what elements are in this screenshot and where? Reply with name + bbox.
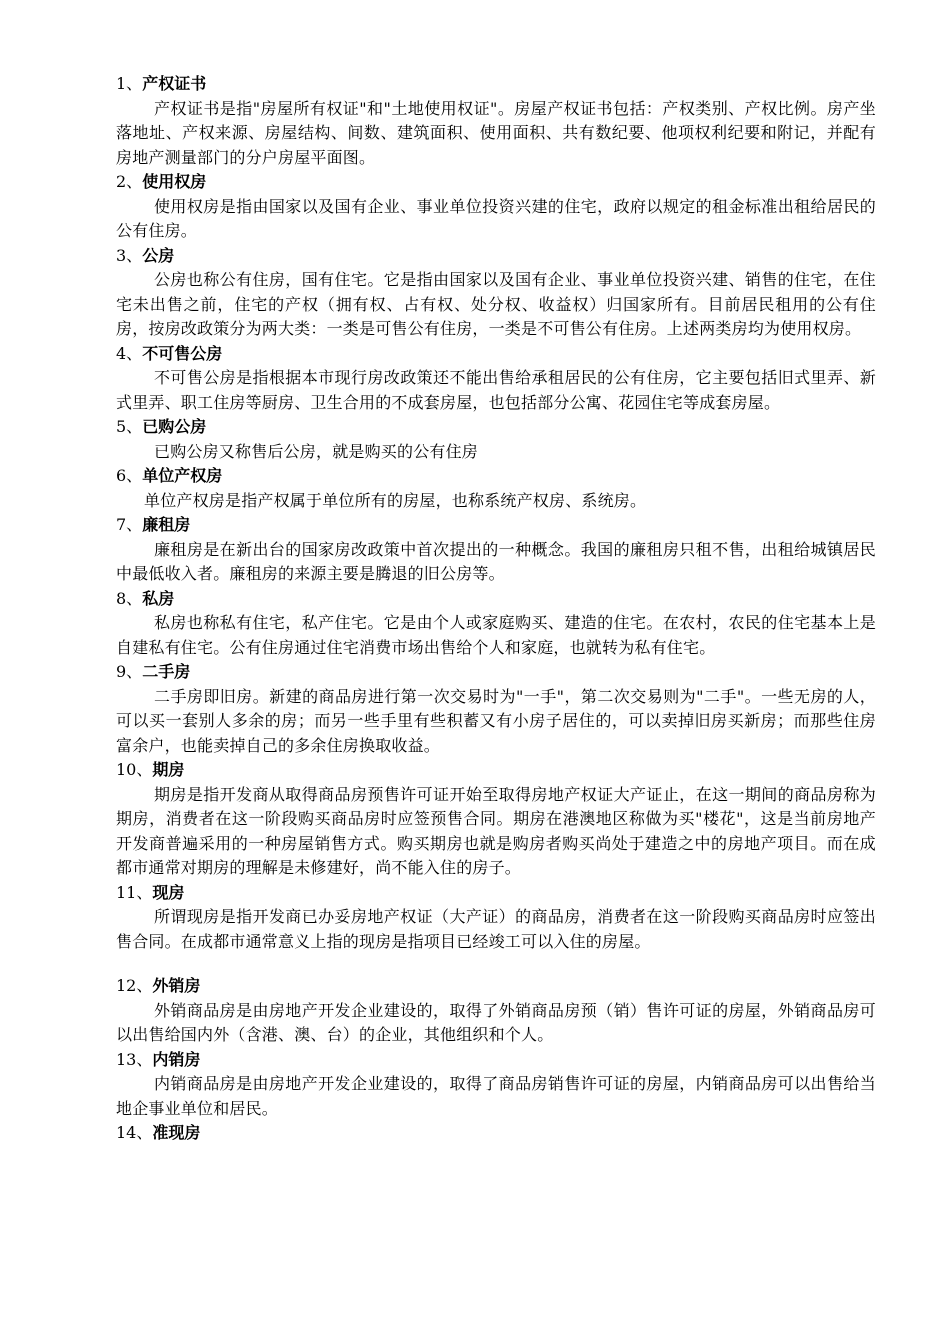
section-title: 私房 <box>142 588 175 608</box>
section-number: 5、 <box>116 417 143 436</box>
section-title: 已购公房 <box>142 417 207 436</box>
section-6 <box>116 464 876 513</box>
section-heading <box>116 881 876 906</box>
section-number: 13、 <box>116 1049 153 1069</box>
section-title: 外销房 <box>152 976 201 995</box>
section-heading <box>116 758 876 783</box>
section-body: 使用权房是指由国家以及国有企业、事业单位投资兴建的住宅，政府以规定的租金标准出租给居民的公有住房。 <box>116 196 876 240</box>
section-10 <box>116 758 876 881</box>
section-body: 产权证书是指"房屋所有权证"和"土地使用权证"。房屋产权证书包括：产权类别、产权比例。房产坐落地址、产权来源、房屋结构、间数、建筑面积、使用面积、共有数纪要、他项权利纪要和附记，并配有房地产测量部门的分户房屋平面图。 <box>116 98 876 167</box>
section-12 <box>116 974 876 1048</box>
section-title: 不可售公房 <box>142 343 223 363</box>
section-title: 公房 <box>142 245 175 265</box>
section-body: 单位产权房是指产权属于单位所有的房屋，也称系统产权房、系统房。 <box>144 490 647 510</box>
section-number: 11、 <box>116 882 153 902</box>
section-body: 所谓现房是指开发商已办妥房地产权证（大产证）的商品房，消费者在这一阶段购买商品房时应签出售合同。在成都市通常意义上指的现房是指项目已经竣工可以入住的房屋。 <box>116 907 876 951</box>
section-heading <box>116 587 876 612</box>
section-number: 1、 <box>116 74 143 93</box>
section-body: 期房是指开发商从取得商品房预售许可证开始至取得房地产权证大产证止，在这一期间的商品房称为期房，消费者在这一阶段购买商品房时应签预售合同。期房在港澳地区称做为买"楼花"，这是当前房地产开发商普遍采用的一种房屋销售方式。购买期房也就是购房者购买尚处于建造之中的房地产项目。而在成都市通常对期房的理解是未修建好，尚不能入住的房子。 <box>116 784 876 877</box>
section-heading <box>116 244 876 269</box>
section-heading <box>116 660 876 685</box>
section-11 <box>116 881 876 955</box>
section-number: 12、 <box>116 976 153 995</box>
section-title: 期房 <box>152 760 185 779</box>
section-title: 廉租房 <box>142 515 191 534</box>
section-number: 8、 <box>116 588 143 608</box>
section-title: 二手房 <box>142 662 191 681</box>
section-heading <box>116 415 876 440</box>
section-heading <box>116 72 876 97</box>
section-2 <box>116 170 876 244</box>
section-body: 公房也称公有住房，国有住宅。它是指由国家以及国有企业、事业单位投资兴建、销售的住宅，在住宅未出售之前，住宅的产权（拥有权、占有权、处分权、收益权）归国家所有。目前居民租用的公有住房，按房改政策分为两大类：一类是可售公有住房，一类是不可售公有住房。上述两类房均为使用权房。 <box>116 270 876 338</box>
section-number: 10、 <box>116 760 153 779</box>
section-body: 内销商品房是由房地产开发企业建设的，取得了商品房销售许可证的房屋，内销商品房可以出售给当地企事业单位和居民。 <box>116 1074 876 1118</box>
section-body: 私房也称私有住宅，私产住宅。它是由个人或家庭购买、建造的住宅。在农村，农民的住宅基本上是自建私有住宅。公有住房通过住宅消费市场出售给个人和家庭，也就转为私有住宅。 <box>116 613 876 657</box>
section-3 <box>116 244 876 342</box>
section-title: 使用权房 <box>142 172 207 191</box>
section-9 <box>116 660 876 758</box>
section-heading <box>116 513 876 538</box>
section-number: 4、 <box>116 343 143 363</box>
section-1 <box>116 72 876 170</box>
section-number: 3、 <box>116 245 143 265</box>
section-title: 产权证书 <box>142 74 207 93</box>
section-5 <box>116 415 876 464</box>
section-number: 9、 <box>116 662 143 681</box>
section-heading <box>116 974 876 999</box>
section-heading <box>116 342 876 367</box>
section-number: 6、 <box>116 466 143 485</box>
section-heading <box>116 170 876 195</box>
section-body: 廉租房是在新出台的国家房改政策中首次提出的一种概念。我国的廉租房只租不售，出租给城镇居民中最低收入者。廉租房的来源主要是腾退的旧公房等。 <box>116 539 876 583</box>
section-heading <box>116 464 876 489</box>
section-14 <box>116 1121 876 1146</box>
section-8 <box>116 587 876 661</box>
paragraph-gap <box>116 954 876 974</box>
section-body: 二手房即旧房。新建的商品房进行第一次交易时为"一手"，第二次交易则为"二手"。一些无房的人，可以买一套别人多余的房；而另一些手里有些积蓄又有小房子居住的，可以卖掉旧房买新房；而那些住房富余户，也能卖掉自己的多余住房换取收益。 <box>116 686 876 755</box>
document-page <box>116 72 876 1146</box>
section-number: 7、 <box>116 515 143 534</box>
section-4 <box>116 342 876 416</box>
section-title: 现房 <box>152 882 185 902</box>
section-heading <box>116 1048 876 1073</box>
section-title: 单位产权房 <box>142 466 223 485</box>
section-number: 14、 <box>116 1123 153 1142</box>
section-title: 内销房 <box>152 1049 201 1069</box>
section-13 <box>116 1048 876 1122</box>
section-body: 不可售公房是指根据本市现行房改政策还不能出售给承租居民的公有住房，它主要包括旧式里弄、新式里弄、职工住房等厨房、卫生合用的不成套房屋，也包括部分公寓、花园住宅等成套房屋。 <box>116 368 876 412</box>
section-7 <box>116 513 876 587</box>
section-number: 2、 <box>116 172 143 191</box>
section-title: 准现房 <box>152 1123 201 1142</box>
section-body: 外销商品房是由房地产开发企业建设的，取得了外销商品房预（销）售许可证的房屋，外销商品房可以出售给国内外（含港、澳、台）的企业，其他组织和个人。 <box>116 1000 876 1044</box>
section-heading <box>116 1121 876 1146</box>
section-body: 已购公房又称售后公房，就是购买的公有住房 <box>154 441 479 461</box>
